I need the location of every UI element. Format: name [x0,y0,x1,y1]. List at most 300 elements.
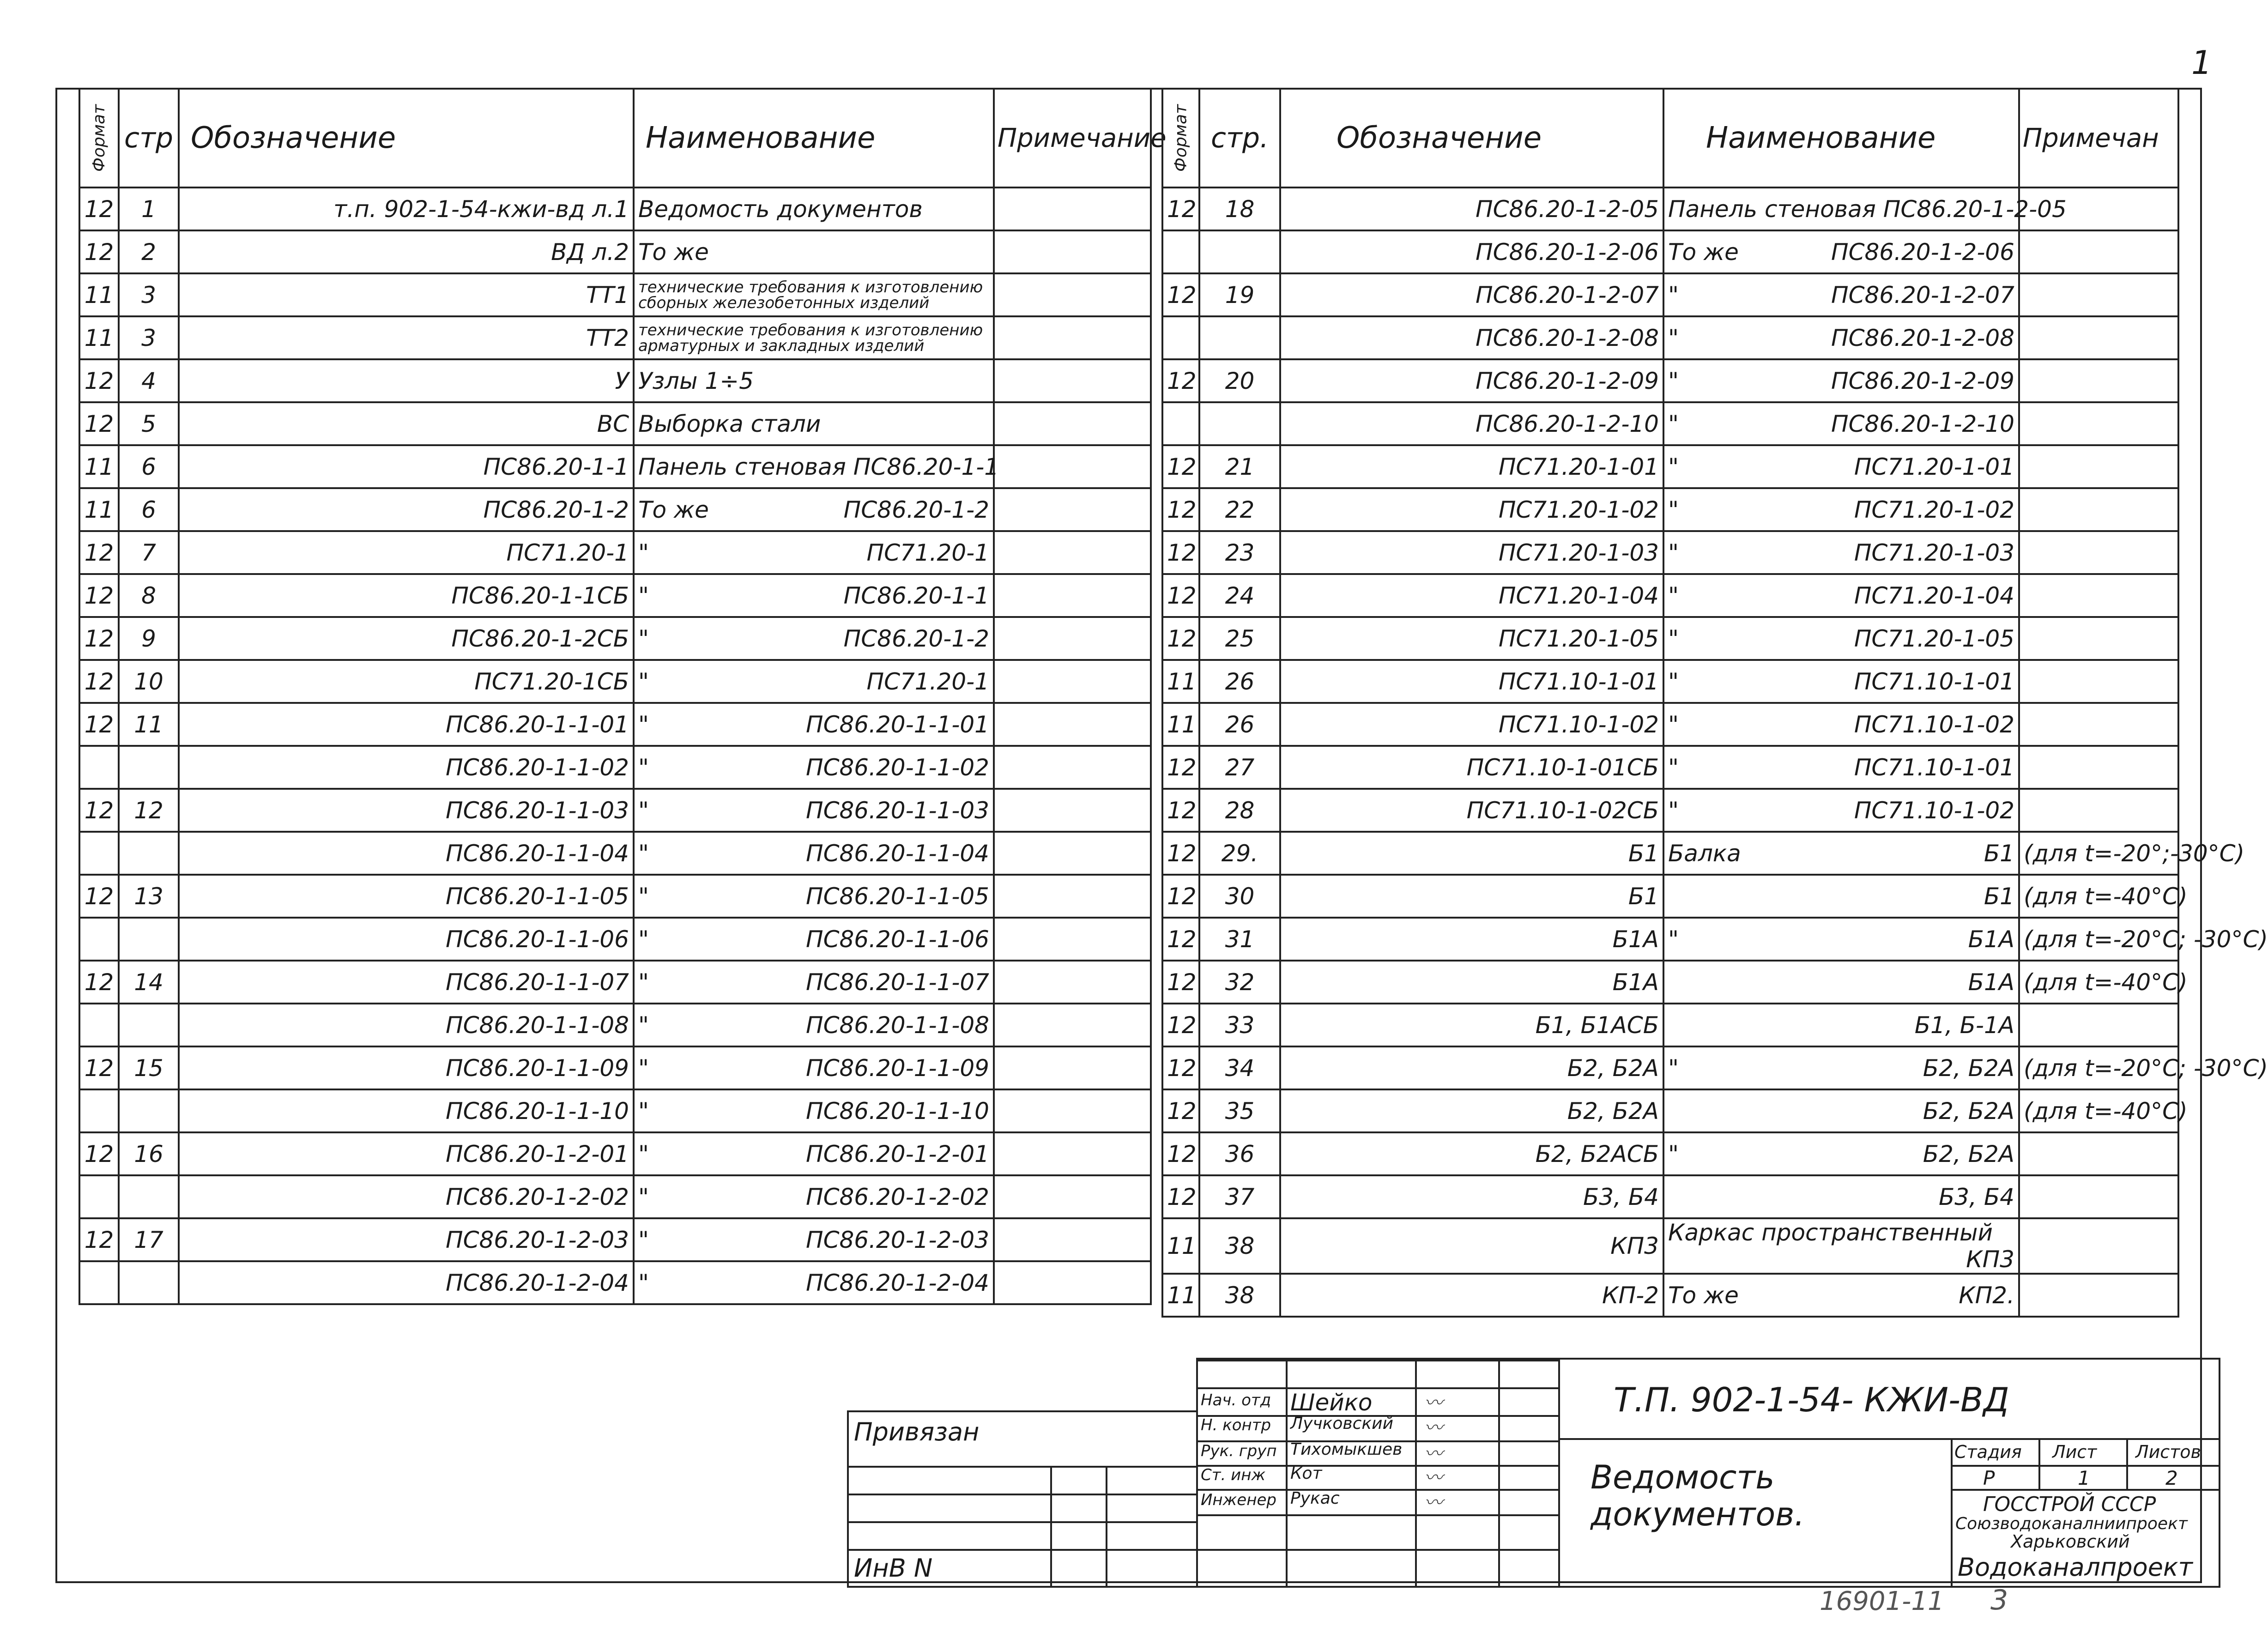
format-cell [79,1004,119,1046]
name-text: " [638,711,649,738]
note-cell [994,832,1151,875]
stage-label: Стадия [1954,1442,2022,1462]
format-cell: 12 [1162,832,1199,875]
page-header: стр [119,89,179,187]
name-text: технические требования к изготовлению сборных железобетонных изделий [638,278,983,312]
page-cell [1199,230,1280,273]
note-header: Примечан [2019,89,2178,187]
name-cell [634,230,994,273]
name-text: " [1668,711,1679,738]
note-cell: (для t=-20°C; -30°C) [2019,1046,2178,1089]
note-cell [2019,1132,2178,1175]
designation-cell: ВС [179,402,634,445]
page-cell: 19 [1199,273,1280,316]
format-cell: 12 [1162,273,1199,316]
table-row [79,617,1151,660]
table-row [1162,359,2178,402]
document-code: Т.П. 902-1-54- КЖИ-ВД [1614,1380,2009,1419]
note-cell [994,875,1151,918]
name-text: " [1668,797,1679,824]
name-cell [1663,918,2019,961]
table-row [79,445,1151,488]
format-cell [79,1175,119,1218]
name-text: Панель стеновая ПС86.20-1-2-05 [1668,195,2067,223]
note-cell [2019,488,2178,531]
format-cell: 12 [79,789,119,832]
table-row [1162,230,2178,273]
table-row [79,230,1151,273]
format-cell: 12 [79,359,119,402]
format-cell: 12 [79,703,119,746]
signer-name: Кот [1290,1464,1322,1483]
format-header: Формат [79,89,119,187]
page-cell: 38 [1199,1218,1280,1274]
page-cell: 13 [119,875,179,918]
page-cell: 33 [1199,1004,1280,1046]
signer-role: Ст. инж [1201,1466,1266,1484]
note-cell [2019,574,2178,617]
name-item-code: ПС86.20-1-1-03 [805,797,989,824]
page-cell: 26 [1199,703,1280,746]
name-text: " [638,883,649,910]
designation-cell: ПС71.10-1-02 [1280,703,1663,746]
format-cell: 12 [1162,961,1199,1004]
note-cell [994,359,1151,402]
table-row [79,918,1151,961]
name-item-code: ПС71.20-1-01 [1854,453,2014,480]
name-item-code: ПС86.20-1-1-04 [805,840,989,867]
name-text: Выборка стали [638,410,821,437]
right-register-table [1161,88,2268,1318]
note-cell [994,531,1151,574]
note-cell [994,703,1151,746]
format-cell: 12 [1162,1132,1199,1175]
page-cell: 21 [1199,445,1280,488]
name-cell [634,359,994,402]
note-cell [994,918,1151,961]
table-row [79,316,1151,359]
table-row [79,1132,1151,1175]
page-cell [1199,402,1280,445]
name-item-code: Б1А [1968,925,2014,953]
name-item-code: ПС86.20-1-1 [843,582,989,609]
table-row [1162,918,2178,961]
archive-page: 3 [1990,1584,2008,1616]
org-line-1: ГОССТРОЙ СССР [1983,1493,2156,1516]
name-cell [1663,445,2019,488]
designation-cell: ПС86.20-1-1-05 [179,875,634,918]
table-row [1162,1004,2178,1046]
designation-cell: ПС86.20-1-2-10 [1280,402,1663,445]
note-cell [2019,273,2178,316]
left-register-table [79,88,1167,1305]
format-cell: 12 [1162,359,1199,402]
name-cell [1663,531,2019,574]
designation-cell: ПС71.20-1СБ [179,660,634,703]
document-title: Ведомость документов. [1591,1458,1805,1533]
name-text: То же [1668,1282,1739,1309]
format-cell: 12 [79,402,119,445]
org-line-2: Союзводоканалниипроект [1955,1514,2188,1533]
name-text: " [1668,281,1679,308]
table-row [79,1004,1151,1046]
note-cell [994,316,1151,359]
designation-cell: ПС71.20-1-05 [1280,617,1663,660]
page-cell [119,1004,179,1046]
note-cell: (для t=-40°C) [2019,961,2178,1004]
page-cell: 11 [119,703,179,746]
name-cell [634,1218,994,1261]
signature-mark: 〰 [1424,1417,1443,1439]
table-row [1162,273,2178,316]
table-row [79,660,1151,703]
page-cell: 37 [1199,1175,1280,1218]
format-cell: 12 [79,187,119,230]
page-cell: 29. [1199,832,1280,875]
designation-cell: ПС86.20-1-1-04 [179,832,634,875]
privyazan-label: Привязан [854,1417,980,1446]
page-cell [119,1175,179,1218]
note-cell [994,746,1151,789]
org-line-4: Водоканалпроект [1958,1553,2193,1582]
page-cell [1199,316,1280,359]
format-cell [1162,230,1199,273]
name-text: " [1668,367,1679,394]
name-text: " [638,1226,649,1253]
format-cell [79,1089,119,1132]
table-row [1162,1046,2178,1089]
name-item-code: ПС71.20-1-04 [1854,582,2014,609]
format-cell: 12 [79,1132,119,1175]
page-cell: 10 [119,660,179,703]
designation-cell: ТТ1 [179,273,634,316]
note-cell: (для t=-20°;-30°C) [2019,832,2178,875]
name-cell [1663,703,2019,746]
signer-name: Рукас [1290,1489,1340,1508]
signature-mark: 〰 [1424,1443,1443,1464]
name-item-code: ПС86.20-1-2-06 [1831,238,2014,266]
note-cell [2019,359,2178,402]
format-cell: 12 [1162,574,1199,617]
format-cell: 12 [1162,789,1199,832]
name-text: То же [638,238,709,266]
name-cell [1663,789,2019,832]
table-row [1162,789,2178,832]
format-cell: 11 [79,445,119,488]
page-cell: 36 [1199,1132,1280,1175]
name-item-code: ПС86.20-1-2-09 [1831,367,2014,394]
name-cell [1663,488,2019,531]
name-item-code: Б1, Б-1А [1914,1011,2014,1039]
table-row [79,961,1151,1004]
inventory-label: ИнВ N [854,1554,933,1583]
name-cell [634,703,994,746]
page-cell: 7 [119,531,179,574]
format-cell [79,1261,119,1304]
sheets-label: Листов [2135,1442,2201,1462]
signer-name: Лучковский [1290,1414,1393,1433]
name-text: " [638,1183,649,1210]
name-header: Наименование [1663,89,2019,187]
format-cell: 11 [1162,660,1199,703]
name-cell [634,1004,994,1046]
table-row [1162,574,2178,617]
designation-cell: ПС71.10-1-02СБ [1280,789,1663,832]
note-cell [994,1004,1151,1046]
format-cell: 12 [1162,445,1199,488]
table-row [1162,961,2178,1004]
name-cell [1663,617,2019,660]
name-cell [634,488,994,531]
name-item-code: ПС86.20-1-1-10 [805,1097,989,1125]
name-text: " [638,968,649,996]
table-row [79,402,1151,445]
name-item-code: ПС86.20-1-2 [843,496,989,523]
name-cell [634,187,994,230]
name-cell [634,531,994,574]
page-cell: 4 [119,359,179,402]
name-cell [634,660,994,703]
format-cell: 11 [1162,1274,1199,1317]
designation-cell: ПС86.20-1-1-06 [179,918,634,961]
format-cell: 12 [79,617,119,660]
name-cell [634,1132,994,1175]
note-header: Примечание [994,89,1151,187]
signer-role: Инженер [1201,1491,1276,1509]
name-text: " [638,625,649,652]
table-row [1162,617,2178,660]
designation-cell: ПС86.20-1-1-10 [179,1089,634,1132]
format-cell: 11 [79,316,119,359]
name-text: " [638,797,649,824]
designation-cell: ПС86.20-1-2-06 [1280,230,1663,273]
sheets-value: 2 [2165,1467,2178,1489]
format-cell: 12 [79,1046,119,1089]
page-cell: 14 [119,961,179,1004]
page-cell: 32 [1199,961,1280,1004]
page-cell [119,1261,179,1304]
name-cell [1663,1274,2019,1317]
note-cell [994,660,1151,703]
designation-cell: ПС86.20-1-2-04 [179,1261,634,1304]
page-cell: 23 [1199,531,1280,574]
designation-cell: Б2, Б2А [1280,1089,1663,1132]
name-text: То же [1668,238,1739,266]
format-cell: 12 [1162,187,1199,230]
name-cell [1663,1089,2019,1132]
designation-cell: Б1 [1280,832,1663,875]
name-cell [634,1089,994,1132]
designation-cell: Б1А [1280,918,1663,961]
note-cell [2019,789,2178,832]
designation-cell: ПС71.20-1-02 [1280,488,1663,531]
name-cell [634,316,994,359]
name-item-code: ПС86.20-1-2-03 [805,1226,989,1253]
name-item-code: ПС86.20-1-1-08 [805,1011,989,1039]
designation-cell: Б1 [1280,875,1663,918]
name-item-code: ПС71.20-1-05 [1854,625,2014,652]
name-text: Балка [1668,840,1741,867]
page-cell: 9 [119,617,179,660]
name-item-code: ПС71.20-1 [866,668,989,695]
designation-cell: Б2, Б2А [1280,1046,1663,1089]
name-text: " [1668,496,1679,523]
stage-value: Р [1983,1467,1995,1489]
designation-cell: ПС86.20-1-1-03 [179,789,634,832]
note-cell [994,1261,1151,1304]
format-cell [79,832,119,875]
designation-cell: ПС86.20-1-1-08 [179,1004,634,1046]
name-header: Наименование [634,89,994,187]
name-cell [634,1261,994,1304]
note-cell [994,789,1151,832]
name-text: " [638,1011,649,1039]
name-cell [634,1046,994,1089]
name-cell [634,918,994,961]
note-cell [2019,1274,2178,1317]
name-text: " [638,754,649,781]
page-cell: 6 [119,445,179,488]
note-cell [994,488,1151,531]
title-block [854,1358,2220,1588]
table-row [79,1261,1151,1304]
note-cell: (для t=-40°C) [2019,875,2178,918]
name-item-code: КП2. [1959,1282,2014,1309]
note-cell [2019,531,2178,574]
page-cell [119,918,179,961]
note-cell [994,445,1151,488]
page-cell: 35 [1199,1089,1280,1132]
table-row [1162,746,2178,789]
name-cell [1663,230,2019,273]
org-line-3: Харьковский [2011,1531,2130,1552]
name-item-code: Б2, Б2А [1923,1140,2014,1167]
designation-cell: ПС86.20-1-2-07 [1280,273,1663,316]
name-cell [1663,961,2019,1004]
designation-cell: ПС71.20-1 [179,531,634,574]
note-cell [994,402,1151,445]
format-cell: 12 [79,875,119,918]
page-corner-number: 1 [2191,44,2212,82]
page-cell: 26 [1199,660,1280,703]
designation-cell: У [179,359,634,402]
page-cell: 34 [1199,1046,1280,1089]
format-cell: 11 [1162,1218,1199,1274]
table-row [1162,875,2178,918]
table-row [1162,703,2178,746]
table-row [1162,1175,2178,1218]
name-cell [1663,574,2019,617]
name-item-code: ПС86.20-1-1-07 [805,968,989,996]
name-item-code: Б1 [1984,883,2014,910]
name-item-code: ПС86.20-1-1-05 [805,883,989,910]
designation-cell: т.п. 902-1-54-кжи-вд л.1 [179,187,634,230]
name-item-code: ПС71.10-1-02 [1854,797,2014,824]
format-cell: 12 [79,531,119,574]
note-cell [994,961,1151,1004]
name-cell [634,961,994,1004]
note-cell: (для t=-20°C; -30°C) [2019,918,2178,961]
signer-name: Тихомыкшев [1290,1440,1403,1459]
note-cell [2019,230,2178,273]
format-cell: 11 [79,273,119,316]
format-cell: 12 [1162,1175,1199,1218]
name-text: Узлы 1÷5 [638,367,754,394]
table-row [79,832,1151,875]
page-cell: 22 [1199,488,1280,531]
table-row [79,875,1151,918]
table-row [1162,187,2178,230]
name-text: " [1668,1140,1679,1167]
designation-header: Обозначение [1280,89,1663,187]
format-cell: 12 [1162,488,1199,531]
name-cell [634,832,994,875]
table-row [1162,1274,2178,1317]
note-cell [994,1175,1151,1218]
table-row [79,574,1151,617]
designation-cell: ПС86.20-1-1 [179,445,634,488]
designation-cell: ПС86.20-1-2-02 [179,1175,634,1218]
name-item-code: Б1А [1968,968,2014,996]
name-cell [1663,746,2019,789]
name-text: " [638,1054,649,1082]
note-cell [994,187,1151,230]
designation-cell: ПС86.20-1-2-08 [1280,316,1663,359]
page-cell [119,1089,179,1132]
signature-mark: 〰 [1424,1392,1443,1414]
name-text: Ведомость документов [638,195,923,223]
page-cell [119,746,179,789]
name-item-code: ПС71.20-1-02 [1854,496,2014,523]
name-cell [1663,1004,2019,1046]
table-row [1162,316,2178,359]
designation-cell: Б1А [1280,961,1663,1004]
designation-cell: ПС71.10-1-01СБ [1280,746,1663,789]
table-row [79,1175,1151,1218]
name-text: " [1668,453,1679,480]
name-text: " [638,840,649,867]
designation-cell: ПС86.20-1-1-02 [179,746,634,789]
designation-cell: ПС86.20-1-2-03 [179,1218,634,1261]
note-cell [2019,445,2178,488]
name-cell [1663,832,2019,875]
note-cell [2019,617,2178,660]
signer-name: Шейко [1290,1389,1373,1416]
designation-cell: ПС71.10-1-01 [1280,660,1663,703]
name-cell [634,402,994,445]
designation-cell: Б2, Б2АСБ [1280,1132,1663,1175]
note-cell [994,273,1151,316]
name-item-code: ПС86.20-1-1-06 [805,925,989,953]
table-row [79,1218,1151,1261]
name-item-code: ПС86.20-1-1-09 [805,1054,989,1082]
page-cell: 3 [119,316,179,359]
signer-role: Рук. груп [1201,1442,1277,1460]
format-cell: 12 [1162,1046,1199,1089]
name-cell [1663,1132,2019,1175]
designation-cell: ПС86.20-1-2-05 [1280,187,1663,230]
name-cell [1663,1175,2019,1218]
name-text: технические требования к изготовлению арматурных и закладных изделий [638,321,983,355]
name-cell [1663,1218,2019,1274]
name-cell [1663,660,2019,703]
format-cell: 12 [79,230,119,273]
note-cell [994,574,1151,617]
format-cell: 12 [1162,1004,1199,1046]
table-row [1162,445,2178,488]
note-cell [2019,402,2178,445]
name-item-code: ПС86.20-1-2-01 [805,1140,989,1167]
